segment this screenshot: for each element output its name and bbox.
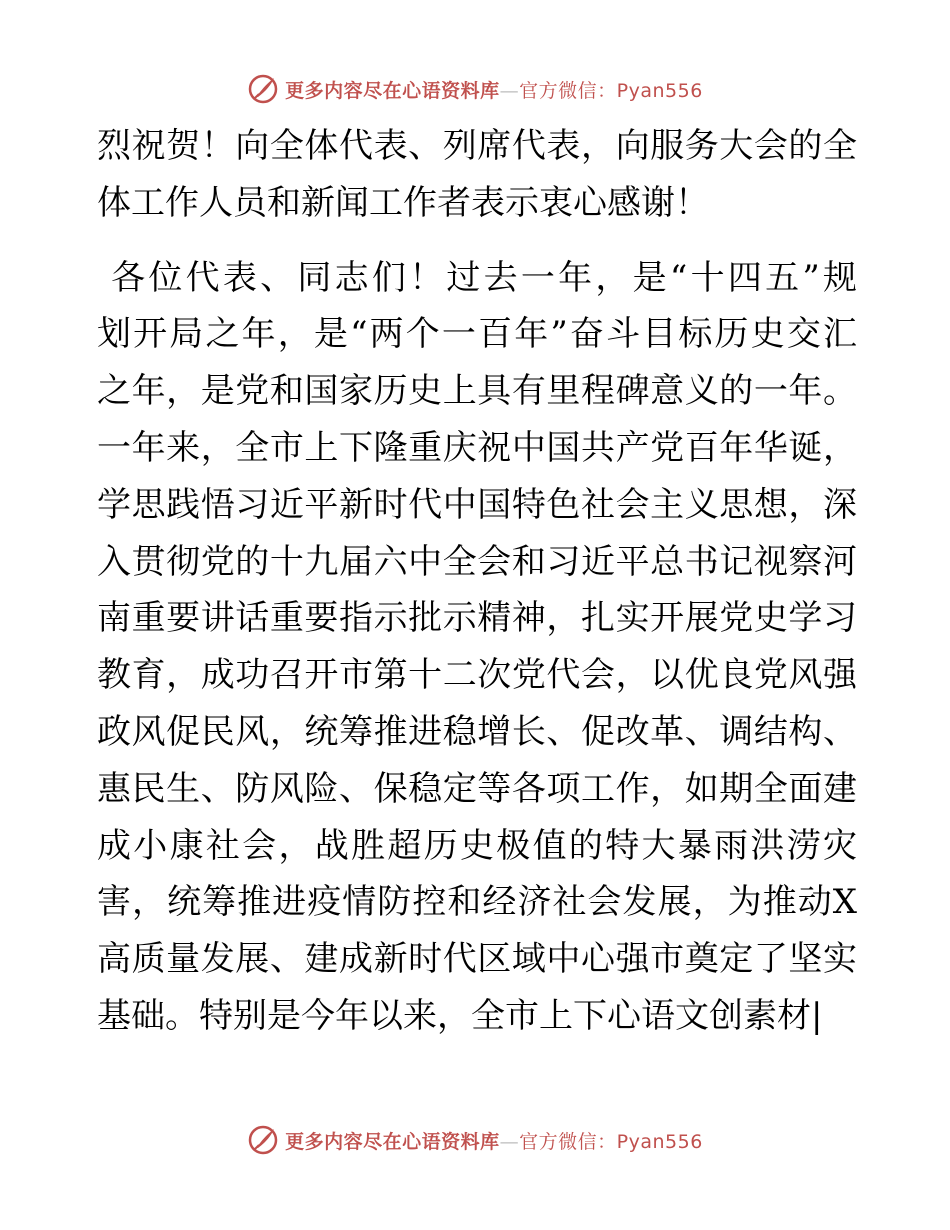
text-line: 学思践悟习近平新时代中国特色社会主义思想，深 [97,484,857,525]
banner-text [285,76,703,103]
banner-dash: — [499,1130,520,1153]
footer-banner [0,1123,950,1157]
banner-title: 更多内容尽在心语资料库 [285,1130,500,1153]
document-body [97,118,857,1045]
text-line: 烈祝贺！向全体代表、列席代表，向服务大会的全 [97,126,857,166]
banner-title: 更多内容尽在心语资料库 [285,79,500,102]
paragraph-gap [97,232,857,250]
quill-pen-logo-icon [247,73,279,105]
header-banner [0,72,950,106]
text-line: 高质量发展、建成新时代区域中心强市奠定了坚实 [97,939,857,980]
text-line: 划开局之年，是“两个一百年”奋斗目标历史交汇 [97,314,857,355]
text-line: 惠民生、防风险、保稳定等各项工作，如期全面建 [97,768,857,809]
quill-pen-logo-icon [247,1124,279,1156]
text-line: 各位代表、同志们！过去一年，是“十四五”规 [97,257,857,298]
text-line: 基础。特别是今年以来，全市上下心语文创素材| [97,995,823,1036]
text-line: 之年，是党和国家历史上具有里程碑意义的一年。 [97,371,857,412]
text-line: 南重要讲话重要指示批示精神，扎实开展党史学习 [97,598,857,639]
banner-dash: — [499,79,520,102]
text-line: 教育，成功召开市第十二次党代会，以优良党风强 [97,655,857,696]
banner-text [285,1127,703,1154]
text-line: 一年来，全市上下隆重庆祝中国共产党百年华诞， [97,427,857,468]
banner-contact: 官方微信：Pyan556 [519,1130,703,1153]
text-line: 入贯彻党的十九届六中全会和习近平总书记视察河 [97,541,857,582]
text-line: 体工作人员和新闻工作者表示衷心感谢！ [97,182,709,223]
text-line: 政风促民风，统筹推进稳增长、促改革、调结构、 [97,711,857,752]
text-line: 害，统筹推进疫情防控和经济社会发展，为推动X [97,882,857,923]
banner-contact: 官方微信：Pyan556 [519,79,703,102]
text-line: 成小康社会，战胜超历史极值的特大暴雨洪涝灾 [97,825,857,866]
